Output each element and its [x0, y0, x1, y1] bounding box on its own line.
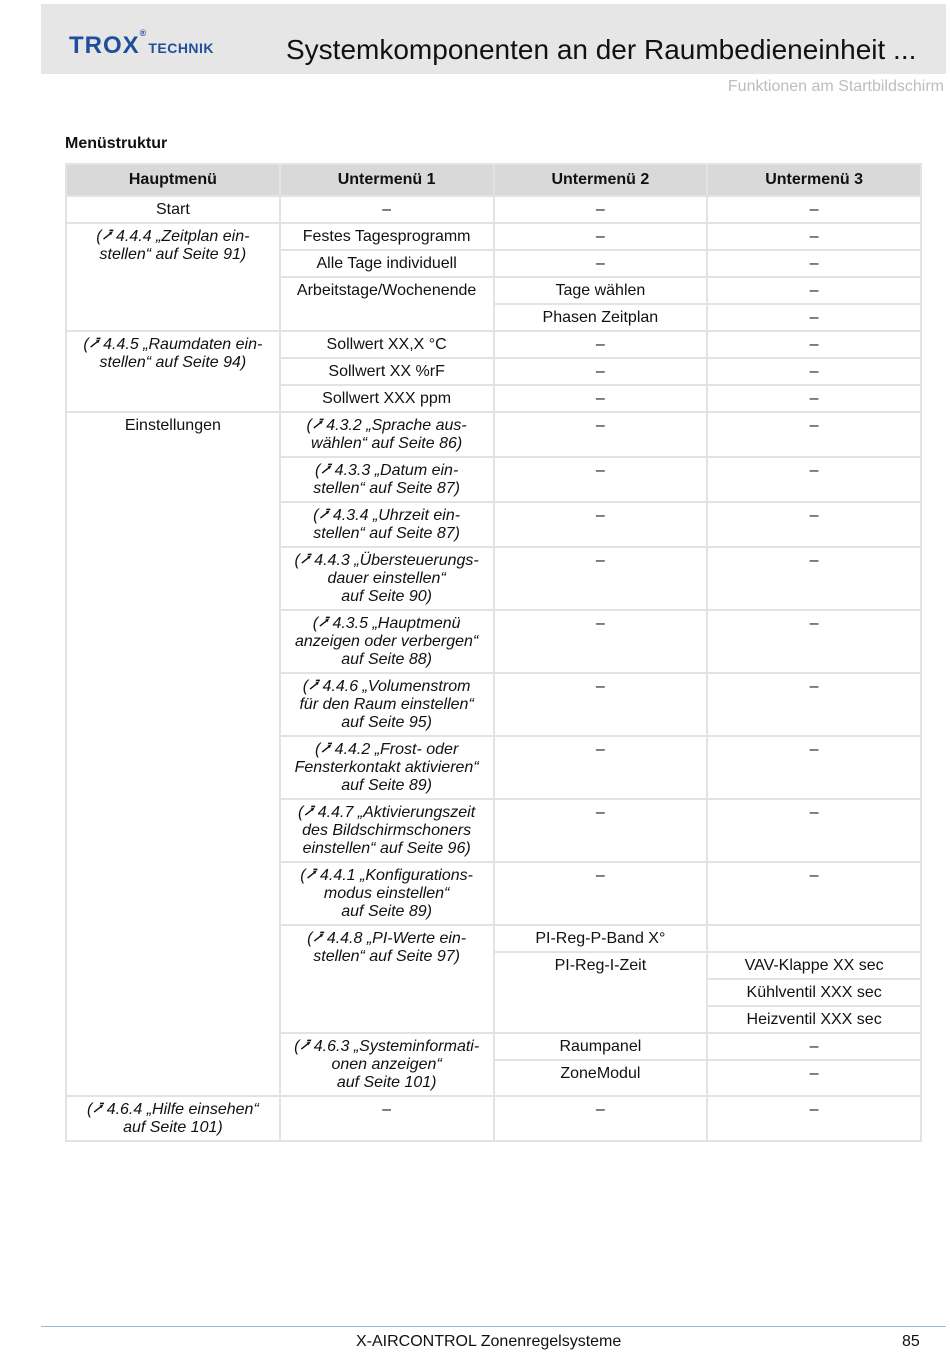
table-cell: –: [494, 547, 708, 610]
table-cell: –: [707, 331, 921, 358]
menu-structure-table: [65, 163, 922, 1142]
table-cell: –: [707, 304, 921, 331]
table-cell: –: [707, 547, 921, 610]
table-cell: –: [707, 223, 921, 250]
page-number: 85: [902, 1333, 920, 1350]
table-cell: –: [494, 385, 708, 412]
table-cell: –: [707, 502, 921, 547]
table-cell: –: [494, 250, 708, 277]
table-cell: (⭷ 4.4.8 „PI-Werte ein- stellen“ auf Seite 97): [280, 925, 494, 1033]
column-header: Untermenü 1: [280, 164, 494, 196]
table-cell: –: [494, 412, 708, 457]
table-cell: –: [707, 1060, 921, 1096]
table-cell: Heizventil XXX sec: [707, 1006, 921, 1033]
table-cell: (⭷ 4.3.4 „Uhrzeit ein- stellen“ auf Seite 87): [280, 502, 494, 547]
table-cell: Start: [66, 196, 280, 223]
table-cell: –: [707, 799, 921, 862]
table-cell: (⭷ 4.3.3 „Datum ein- stellen“ auf Seite 87): [280, 457, 494, 502]
table-cell: –: [494, 223, 708, 250]
table-cell: (⭷ 4.4.6 „Volumenstrom für den Raum einstellen“ auf Seite 95): [280, 673, 494, 736]
table-cell: –: [494, 196, 708, 223]
table-row: [66, 1096, 921, 1141]
table-cell: –: [707, 457, 921, 502]
table-cell: (⭷ 4.4.5 „Raumdaten ein- stellen“ auf Seite 94): [66, 331, 280, 412]
table-cell: (⭷ 4.4.3 „Übersteuerungs- dauer einstellen“ auf Seite 90): [280, 547, 494, 610]
table-cell: (⭷ 4.4.2 „Frost- oder Fensterkontakt aktivieren“ auf Seite 89): [280, 736, 494, 799]
table-cell: (⭷ 4.6.3 „Systeminformati- onen anzeigen“ auf Seite 101): [280, 1033, 494, 1096]
table-cell: –: [494, 1096, 708, 1141]
table-cell: –: [494, 331, 708, 358]
table-cell: –: [494, 736, 708, 799]
table-cell: –: [494, 799, 708, 862]
table-cell: –: [707, 736, 921, 799]
table-row: [66, 331, 921, 358]
table-cell: –: [707, 610, 921, 673]
table-cell: (⭷ 4.3.5 „Hauptmenü anzeigen oder verbergen“ auf Seite 88): [280, 610, 494, 673]
column-header: Untermenü 2: [494, 164, 708, 196]
table-cell: Einstellungen: [66, 412, 280, 1096]
column-header: Untermenü 3: [707, 164, 921, 196]
table-row: [66, 223, 921, 250]
table-cell: Alle Tage individuell: [280, 250, 494, 277]
table-cell: Phasen Zeitplan: [494, 304, 708, 331]
table-cell: (⭷ 4.6.4 „Hilfe einsehen“ auf Seite 101): [66, 1096, 280, 1141]
table-cell: PI-Reg-I-Zeit: [494, 952, 708, 1033]
table-cell: (⭷ 4.4.4 „Zeitplan ein- stellen“ auf Seite 91): [66, 223, 280, 331]
table-cell: PI-Reg-P-Band X°: [494, 925, 708, 952]
table-cell: –: [494, 673, 708, 736]
table-cell: Sollwert XX,X °C: [280, 331, 494, 358]
page-title: Systemkomponenten an der Raumbedieneinheit ...: [286, 34, 917, 65]
table-cell: –: [707, 196, 921, 223]
table-cell: (⭷ 4.4.1 „Konfigurations- modus einstellen“ auf Seite 89): [280, 862, 494, 925]
table-cell: –: [707, 862, 921, 925]
trox-logo: TROX®TECHNIK: [69, 28, 215, 59]
table-cell: –: [494, 862, 708, 925]
table-cell: (⭷ 4.4.7 „Aktivierungszeit des Bildschirmschoners einstellen“ auf Seite 96): [280, 799, 494, 862]
table-cell: –: [707, 412, 921, 457]
table-cell: (⭷ 4.3.2 „Sprache aus- wählen“ auf Seite 86): [280, 412, 494, 457]
table-cell: Sollwert XXX ppm: [280, 385, 494, 412]
table-cell: Raumpanel: [494, 1033, 708, 1060]
table-cell: –: [280, 1096, 494, 1141]
section-title: Menüstruktur: [65, 135, 168, 152]
table-cell: –: [494, 502, 708, 547]
table-cell: –: [280, 196, 494, 223]
table-cell: –: [707, 358, 921, 385]
table-cell: Sollwert XX %rF: [280, 358, 494, 385]
footer-divider: [41, 1326, 946, 1327]
table-cell: Kühlventil XXX sec: [707, 979, 921, 1006]
table-cell: –: [707, 1096, 921, 1141]
table-cell: Tage wählen: [494, 277, 708, 304]
table-cell: –: [707, 277, 921, 304]
table-cell: –: [707, 673, 921, 736]
table-cell: –: [707, 1033, 921, 1060]
table-row: [66, 196, 921, 223]
table-cell: –: [707, 385, 921, 412]
table-cell: ZoneModul: [494, 1060, 708, 1096]
table-cell: –: [494, 457, 708, 502]
footer-document-title: X-AIRCONTROL Zonenregelsysteme: [356, 1333, 622, 1350]
table-row: [66, 412, 921, 457]
table-cell: [707, 925, 921, 952]
table-header-row: [66, 164, 921, 196]
table-cell: VAV-Klappe XX sec: [707, 952, 921, 979]
table-cell: Arbeitstage/Wochenende: [280, 277, 494, 331]
page-subtitle: Funktionen am Startbildschirm: [727, 78, 944, 95]
table-cell: –: [707, 250, 921, 277]
table-cell: Festes Tagesprogramm: [280, 223, 494, 250]
table-cell: –: [494, 358, 708, 385]
page-header: [41, 4, 946, 74]
table-cell: –: [494, 610, 708, 673]
column-header: Hauptmenü: [66, 164, 280, 196]
